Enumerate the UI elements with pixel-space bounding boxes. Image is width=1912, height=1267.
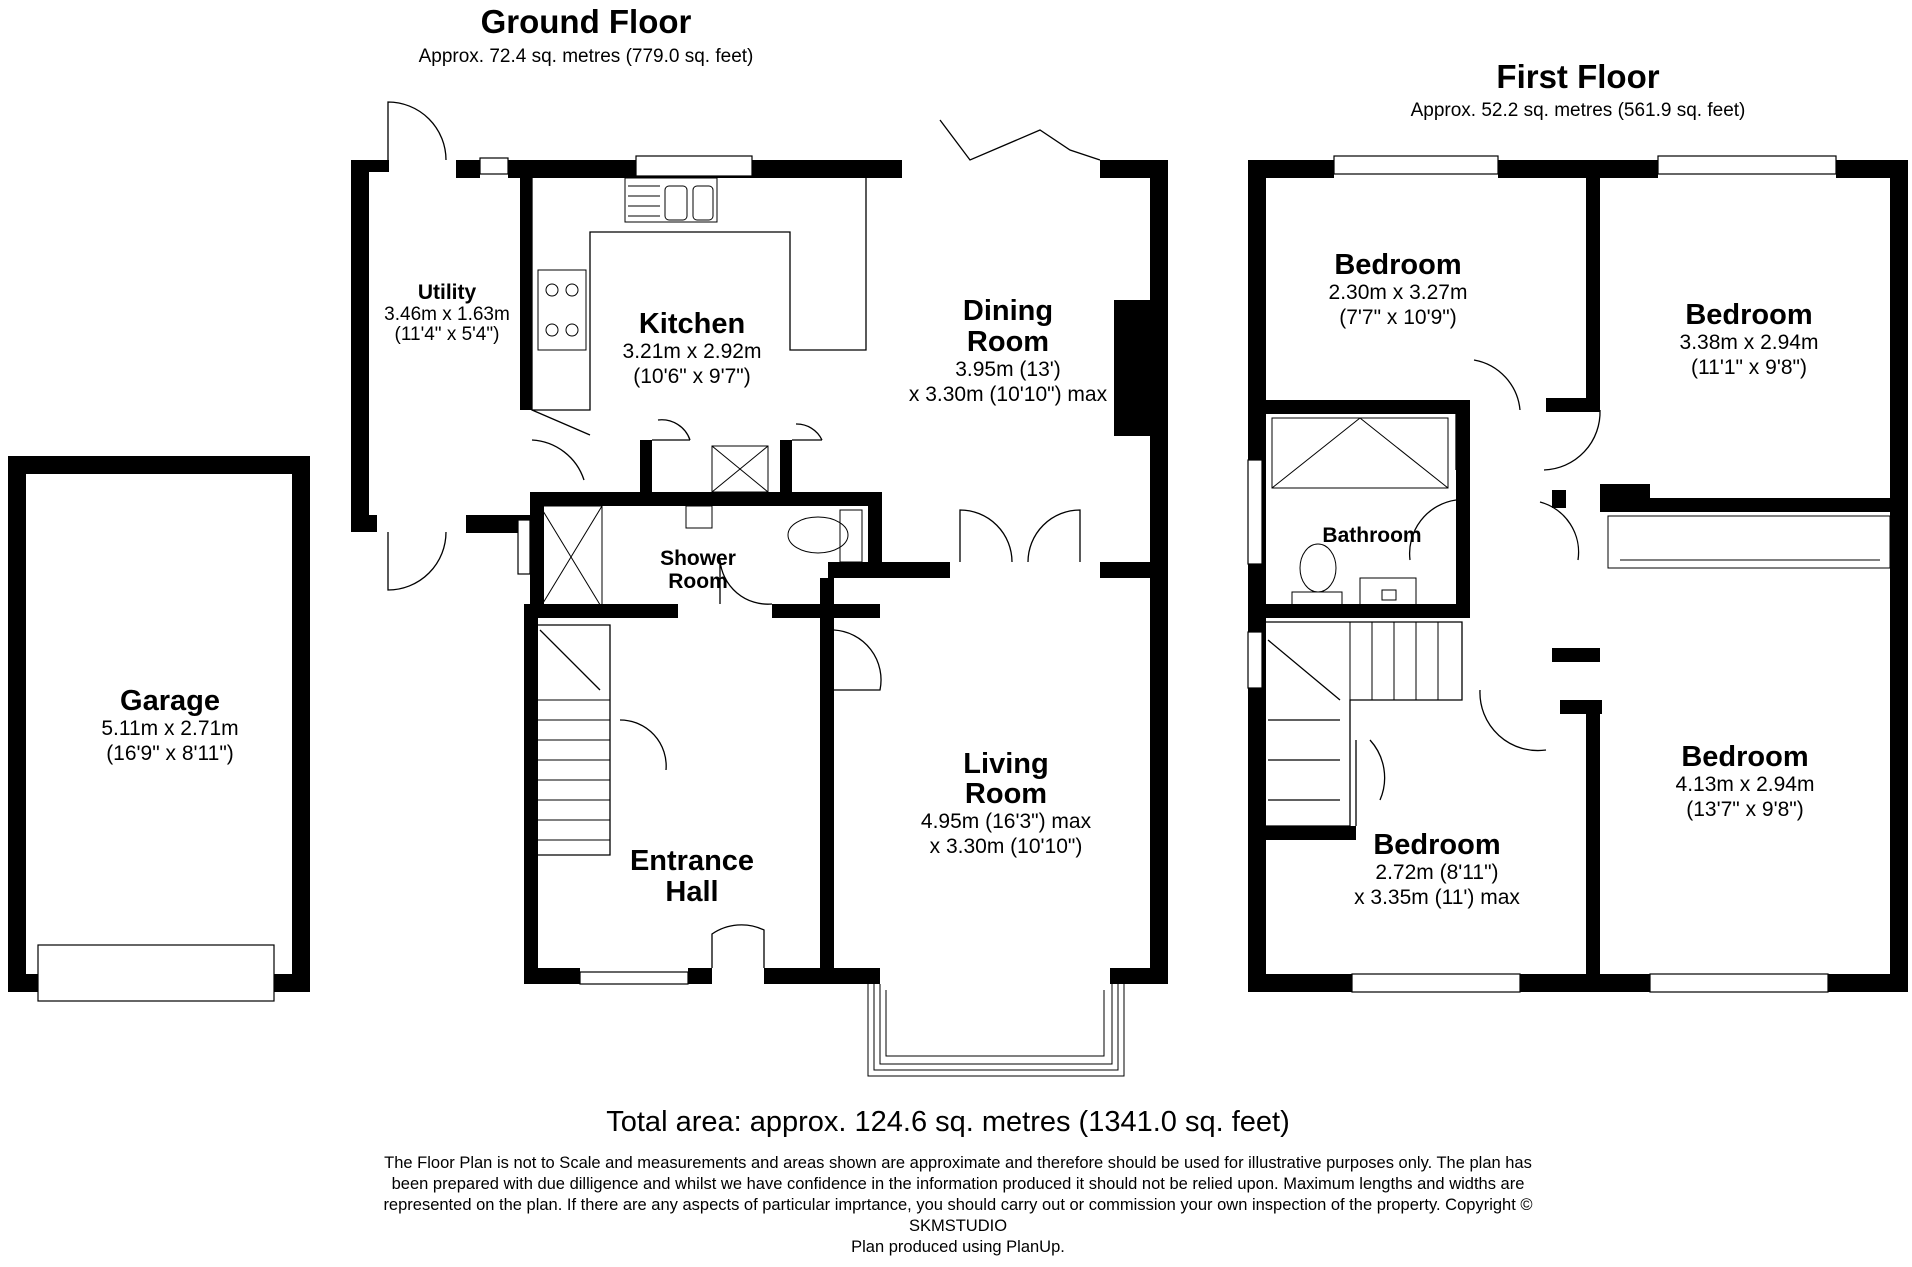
room-dimension: (10'6" x 9'7") (633, 365, 751, 388)
first-floor-title: First Floor (1496, 58, 1660, 95)
room-name: Room (966, 326, 1050, 358)
room-dimension: (11'1" x 9'8") (1691, 356, 1807, 379)
bedroom-b-label (1680, 299, 1819, 379)
room-dimension: 5.11m x 2.71m (101, 717, 239, 740)
room-name: Hall (665, 876, 719, 908)
dining-room-label (909, 295, 1108, 406)
room-dimension: (11'4" x 5'4") (394, 324, 500, 345)
room-dimension: 3.95m (13') (955, 358, 1061, 381)
kitchen-label (623, 308, 762, 388)
room-dimension: x 3.30m (10'10") (929, 835, 1083, 858)
room-name: Bedroom (1373, 829, 1501, 861)
room-dimension: x 3.35m (11') max (1354, 886, 1520, 909)
total-area: Total area: approx. 124.6 sq. metres (1341.0 sq. feet) (606, 1106, 1290, 1138)
room-name: Kitchen (638, 308, 746, 340)
disclaimer-line: SKMSTUDIO (908, 1217, 1008, 1235)
room-name: Bedroom (1681, 741, 1809, 773)
disclaimer-line: Plan produced using PlanUp. (851, 1238, 1065, 1256)
disclaimer-line: been prepared with due dilligence and whilst we have confidence in the information produced it should not be relied upon. Maximum lengths and widths are (391, 1175, 1525, 1193)
room-dimension: 2.72m (8'11") (1375, 861, 1499, 884)
bathroom-label (1322, 524, 1421, 547)
room-dimension: 4.13m x 2.94m (1675, 773, 1815, 796)
first-floor-header (1411, 58, 1746, 121)
garage-label (101, 685, 238, 765)
room-name: Living (963, 748, 1049, 780)
room-name: Bedroom (1334, 249, 1462, 281)
disclaimer-line: The Floor Plan is not to Scale and measurements and areas shown are approximate and therefore should be used for illustrative purposes only. The plan has (384, 1154, 1532, 1172)
room-dimension: 3.38m x 2.94m (1679, 331, 1819, 354)
utility-label (384, 281, 510, 345)
room-name: Bathroom (1322, 524, 1422, 547)
ground-floor-plan (351, 102, 1168, 1076)
bedroom-a-label (1329, 249, 1468, 329)
room-name: Entrance (629, 845, 755, 877)
entrance-hall-label (630, 845, 754, 908)
room-dimension: (16'9" x 8'11") (106, 742, 234, 765)
room-name: Garage (120, 685, 220, 717)
first-floor-area: Approx. 52.2 sq. metres (561.9 sq. feet) (1410, 100, 1746, 121)
ground-floor-header (419, 3, 754, 67)
bedroom-d-label (1354, 829, 1520, 909)
ground-floor-area: Approx. 72.4 sq. metres (779.0 sq. feet) (418, 46, 754, 67)
room-name: Utility (417, 281, 477, 304)
room-name: Bedroom (1685, 299, 1813, 331)
room-name: Room (964, 778, 1048, 810)
living-room-label (921, 748, 1092, 858)
room-name: Room (668, 570, 728, 593)
room-dimension: 2.30m x 3.27m (1328, 281, 1468, 304)
room-dimension: (13'7" x 9'8") (1686, 798, 1804, 821)
room-dimension: (7'7" x 10'9") (1339, 306, 1457, 329)
room-name: Shower (660, 547, 736, 570)
ground-floor-title: Ground Floor (480, 3, 692, 40)
disclaimer-line: represented on the plan. If there are any aspects of particular imprtance, you should carry out or commission your own inspection of the property. Copyright © (383, 1196, 1533, 1214)
shower-room-label (660, 547, 736, 593)
bedroom-c-label (1676, 741, 1815, 821)
room-dimension: 3.46m x 1.63m (384, 304, 510, 325)
room-name: Dining (962, 295, 1054, 327)
disclaimer (383, 1154, 1532, 1256)
room-dimension: 3.21m x 2.92m (622, 340, 762, 363)
room-dimension: x 3.30m (10'10") max (908, 383, 1108, 406)
room-dimension: 4.95m (16'3") max (920, 810, 1092, 833)
